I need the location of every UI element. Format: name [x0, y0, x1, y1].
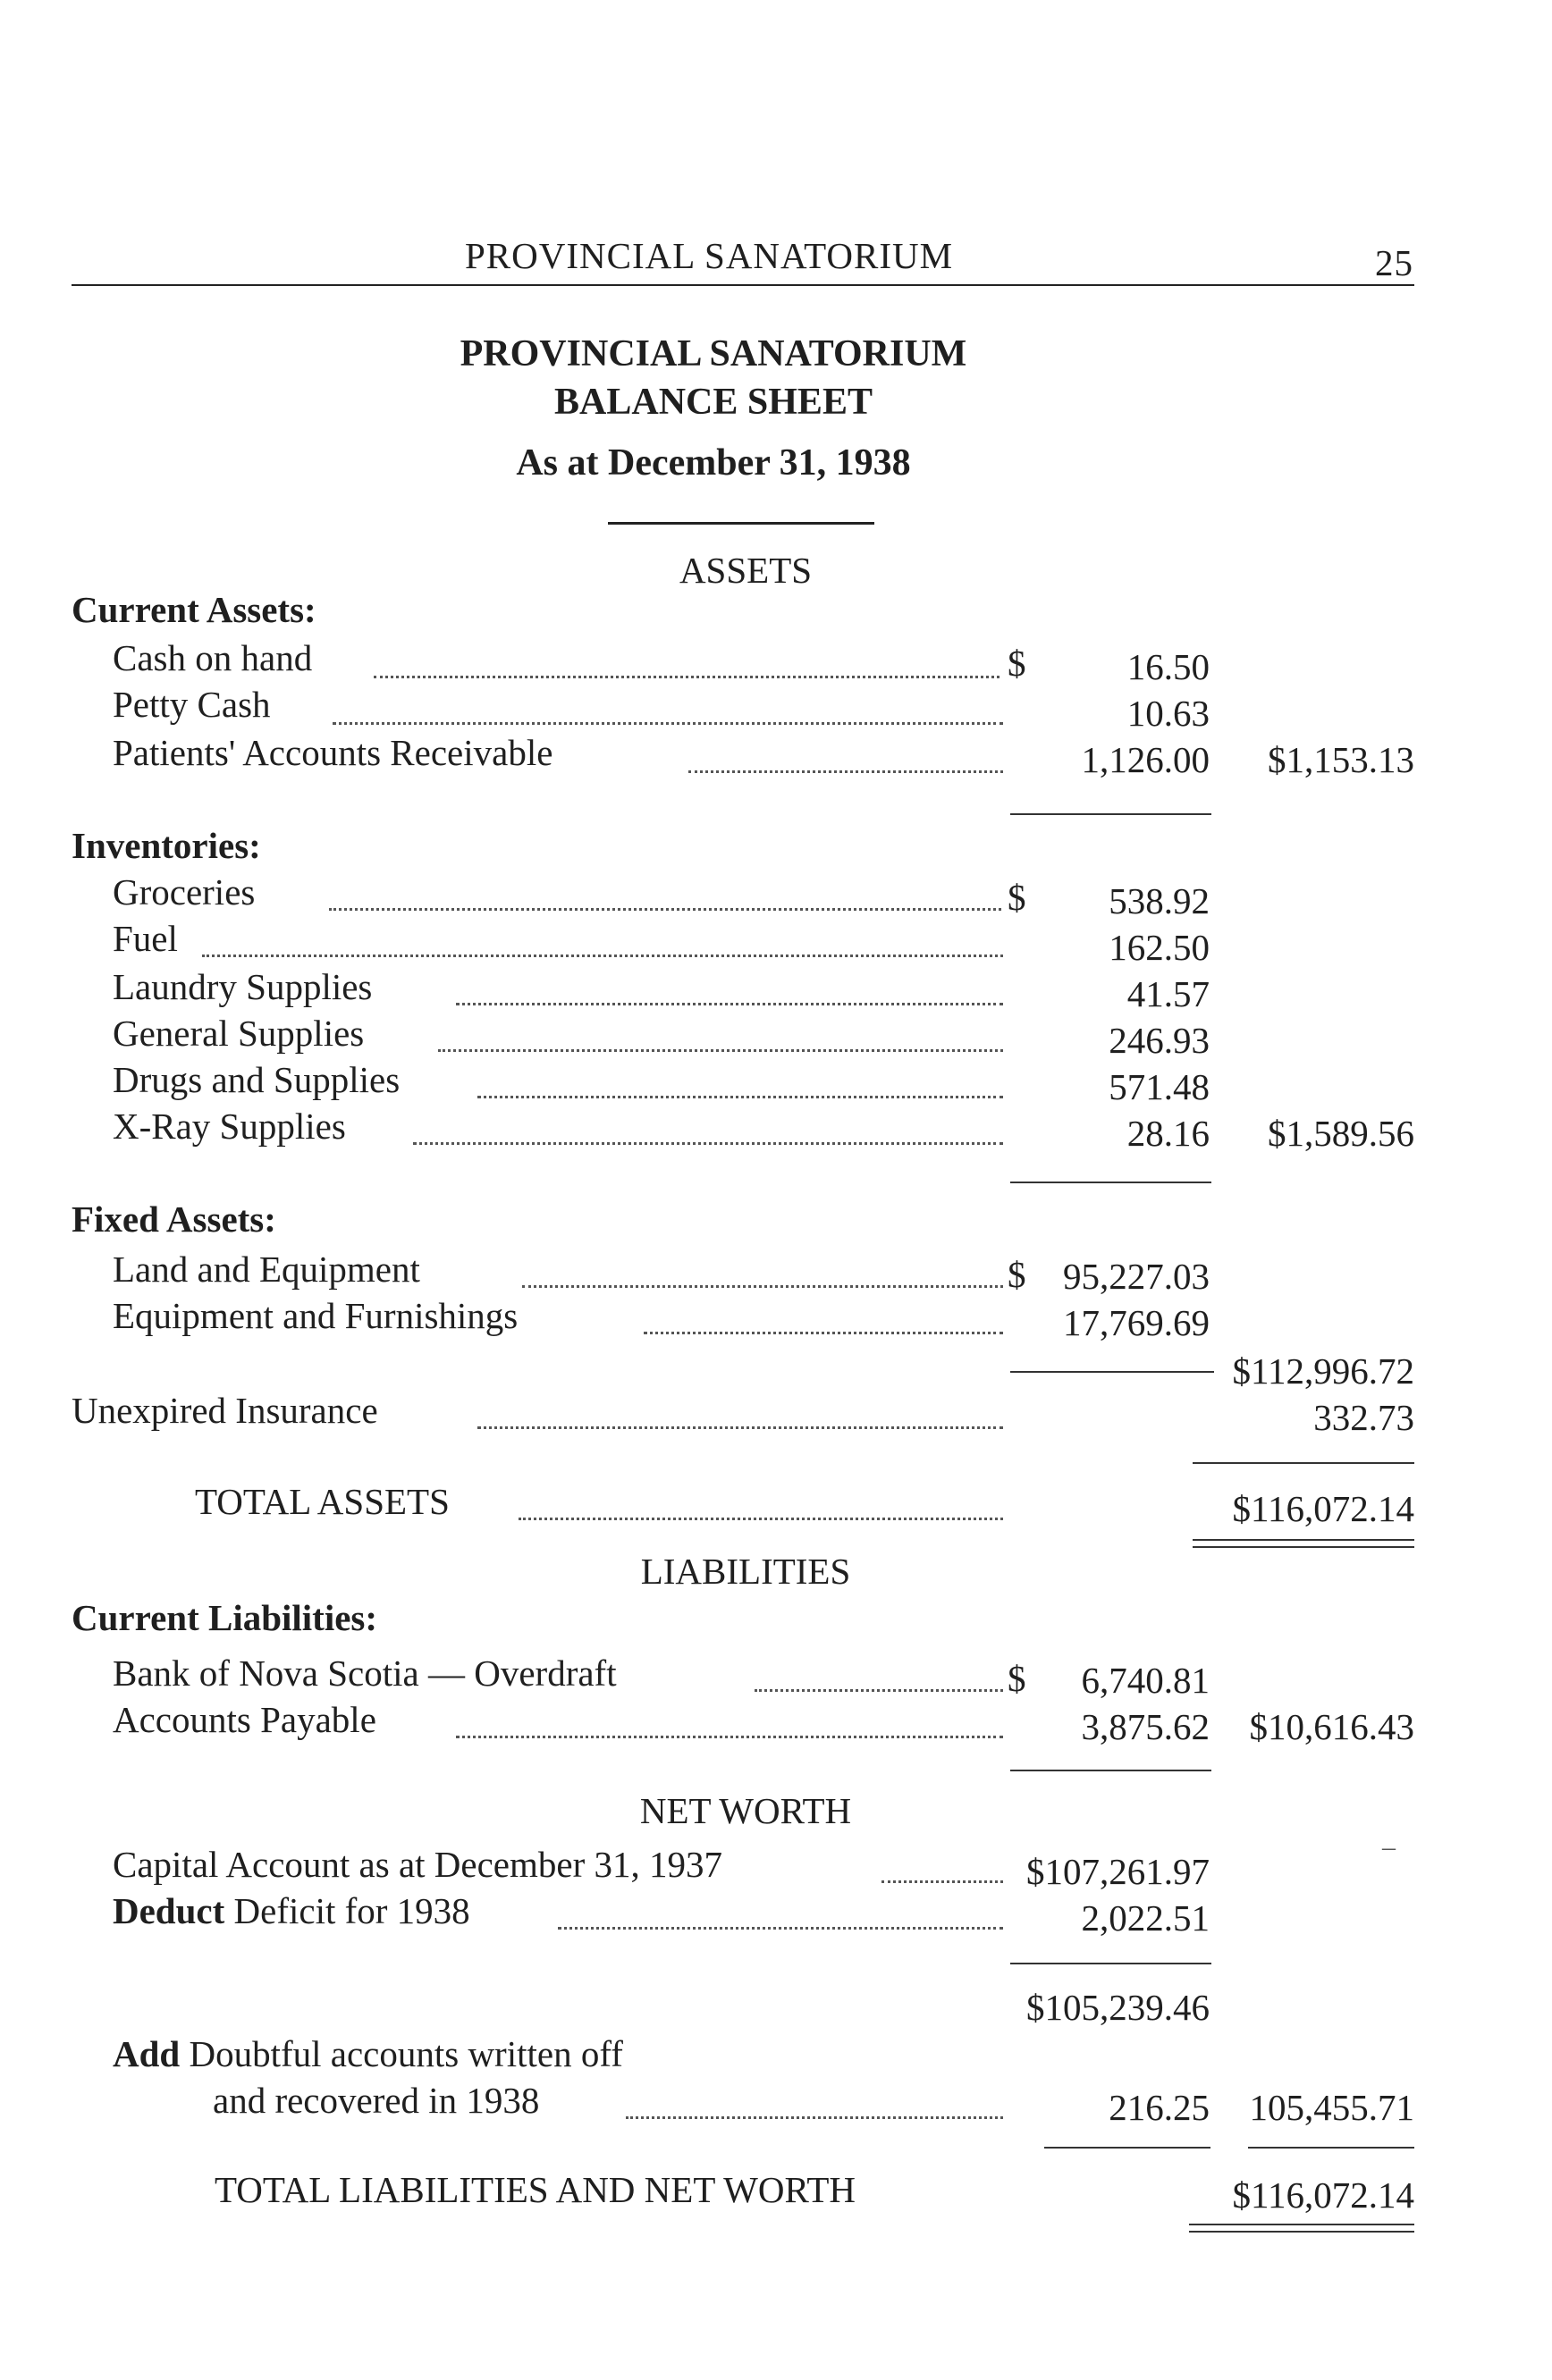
current-liabilities-total: $10,616.43 [1249, 1706, 1414, 1747]
add-doubtful-amount: 216.25 [1109, 2087, 1210, 2128]
title-rule [608, 522, 874, 525]
petty-cash-amount: 10.63 [1126, 693, 1210, 734]
leader-dots [333, 722, 1003, 725]
deduct-label: Deficit for 1938 [233, 1890, 470, 1931]
deduct-deficit-amount: 2,022.51 [1081, 1897, 1210, 1938]
leader-dots [755, 1689, 1003, 1692]
subtotal-rule [1010, 1963, 1211, 1964]
capital-account-amount: $107,261.97 [1026, 1851, 1210, 1892]
deduct-deficit-label [113, 1889, 470, 1932]
net-worth-heading: NET WORTH [639, 1790, 852, 1831]
general-supplies-amount: 246.93 [1109, 1020, 1210, 1061]
leader-dots [558, 1927, 1003, 1930]
current-liabilities-heading: Current Liabilities: [72, 1597, 378, 1638]
xray-supplies-label: X-Ray Supplies [113, 1106, 346, 1147]
leader-dots [438, 1049, 1003, 1052]
leader-dots [413, 1142, 1003, 1145]
general-supplies-label: General Supplies [113, 1013, 365, 1054]
deduct-keyword: Deduct [113, 1890, 225, 1931]
current-assets-total: $1,153.13 [1268, 739, 1414, 780]
add-keyword: Add [113, 2033, 181, 2074]
leader-dots [456, 1736, 1003, 1738]
inventories-heading: Inventories: [72, 825, 261, 866]
total-rule [1193, 1462, 1414, 1464]
accounts-payable-label: Accounts Payable [113, 1699, 376, 1740]
dollar-sign: $ [1008, 1658, 1026, 1699]
doc-title-line1: PROVINCIAL SANATORIUM [460, 333, 967, 374]
leader-dots [329, 908, 1001, 911]
assets-heading: ASSETS [679, 550, 813, 591]
header-rule [72, 284, 1414, 286]
dollar-sign: $ [1008, 643, 1026, 684]
subtotal-rule [1010, 1371, 1214, 1373]
doc-title-line2: BALANCE SHEET [554, 382, 873, 423]
total-liabilities-label: TOTAL LIABILITIES AND NET WORTH [215, 2169, 856, 2210]
net-worth-total: 105,455.71 [1249, 2087, 1414, 2128]
fixed-assets-total: $112,996.72 [1232, 1350, 1414, 1392]
add-label-line1: Doubtful accounts written off [189, 2033, 623, 2074]
laundry-supplies-label: Laundry Supplies [113, 966, 373, 1007]
fixed-assets-heading: Fixed Assets: [72, 1198, 276, 1240]
doc-date: As at December 31, 1938 [516, 442, 911, 484]
liabilities-heading: LIABILITIES [640, 1551, 851, 1592]
leader-dots [477, 1096, 1003, 1098]
fuel-amount: 162.50 [1109, 927, 1210, 968]
cash-on-hand-amount: 16.50 [1126, 646, 1210, 687]
land-equipment-label: Land and Equipment [113, 1249, 420, 1290]
subtotal-rule [1044, 2147, 1210, 2149]
add-label-line2: and recovered in 1938 [213, 2080, 540, 2121]
subtotal-rule [1248, 2147, 1414, 2149]
running-title: PROVINCIAL SANATORIUM [465, 235, 954, 276]
page-number: 25 [1375, 242, 1413, 283]
bank-overdraft-label: Bank of Nova Scotia — Overdraft [113, 1653, 617, 1694]
dollar-sign: $ [1008, 1254, 1026, 1295]
leader-dots [477, 1426, 1003, 1429]
stray-mark: ‒ [1382, 1832, 1396, 1862]
subtotal-rule [1010, 813, 1211, 815]
equipment-furnishings-amount: 17,769.69 [1063, 1302, 1210, 1343]
current-assets-heading: Current Assets: [72, 589, 316, 630]
accounts-payable-amount: 3,875.62 [1081, 1706, 1210, 1747]
leader-dots [374, 676, 1000, 678]
patients-accounts-amount: 1,126.00 [1081, 739, 1210, 780]
double-rule-top [1189, 2224, 1414, 2225]
unexpired-insurance-amount: 332.73 [1313, 1397, 1414, 1438]
groceries-label: Groceries [113, 871, 256, 912]
fuel-label: Fuel [113, 918, 178, 959]
leader-dots [881, 1880, 1003, 1883]
leader-dots [456, 1003, 1003, 1005]
equipment-furnishings-label: Equipment and Furnishings [113, 1295, 519, 1336]
leader-dots [688, 770, 1003, 773]
land-equipment-amount: 95,227.03 [1063, 1256, 1210, 1297]
cash-on-hand-label: Cash on hand [113, 637, 313, 678]
dollar-sign: $ [1008, 877, 1026, 918]
net-worth-subtotal: $105,239.46 [1026, 1987, 1210, 2028]
unexpired-insurance-label: Unexpired Insurance [72, 1390, 378, 1431]
leader-dots [519, 1518, 1003, 1520]
patients-accounts-label: Patients' Accounts Receivable [113, 732, 553, 773]
double-rule-top [1193, 1539, 1414, 1541]
drugs-supplies-label: Drugs and Supplies [113, 1059, 401, 1100]
drugs-supplies-amount: 571.48 [1109, 1066, 1210, 1107]
total-liabilities-amount: $116,072.14 [1232, 2174, 1414, 2216]
laundry-supplies-amount: 41.57 [1126, 973, 1210, 1014]
inventories-total: $1,589.56 [1268, 1113, 1414, 1154]
add-doubtful-label [113, 2032, 623, 2075]
double-rule-bottom [1193, 1546, 1414, 1548]
xray-supplies-amount: 28.16 [1126, 1113, 1210, 1154]
subtotal-rule [1010, 1182, 1211, 1183]
bank-overdraft-amount: 6,740.81 [1081, 1660, 1210, 1701]
leader-dots [626, 2116, 1003, 2119]
leader-dots [644, 1332, 1003, 1334]
total-assets-label: TOTAL ASSETS [195, 1481, 450, 1522]
petty-cash-label: Petty Cash [113, 684, 271, 725]
leader-dots [202, 955, 1003, 957]
total-assets-amount: $116,072.14 [1232, 1488, 1414, 1529]
double-rule-bottom [1189, 2231, 1414, 2233]
groceries-amount: 538.92 [1109, 880, 1210, 921]
capital-account-label: Capital Account as at December 31, 1937 [113, 1844, 722, 1885]
leader-dots [522, 1285, 1003, 1288]
subtotal-rule [1010, 1770, 1211, 1771]
